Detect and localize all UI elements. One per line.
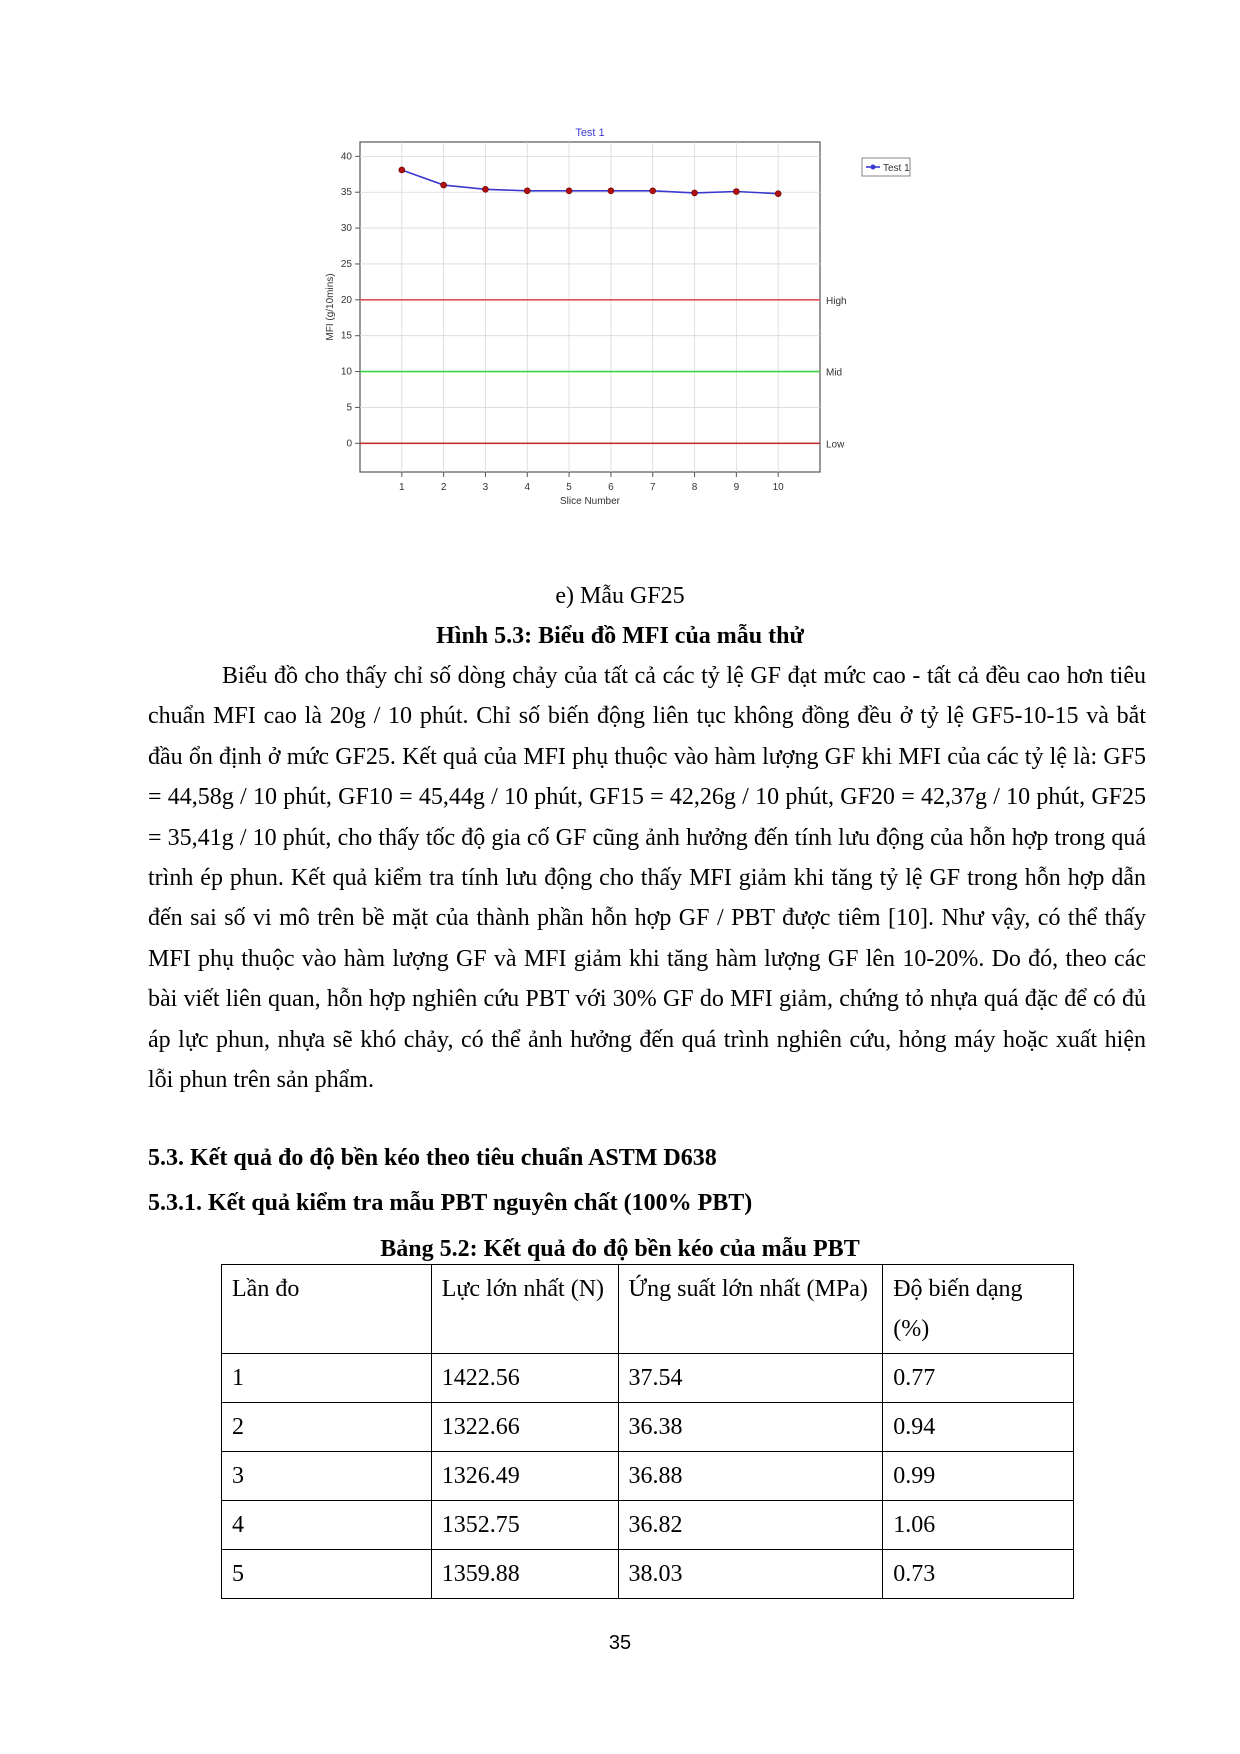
x-tick-label: 5 [566,482,572,493]
x-tick-label: 6 [608,482,614,493]
y-tick-label: 5 [346,402,352,414]
table-title: Bảng 5.2: Kết quả đo độ bền kéo của mẫu PBT [380,1236,860,1262]
y-tick-label: 30 [340,223,352,235]
x-tick-label: 1 [399,482,405,493]
mfi-line-chart-svg [320,122,980,562]
data-point [733,189,739,195]
table-cell: 38.03 [618,1550,883,1599]
table-cell: 1352.75 [431,1501,618,1550]
table-cell: 36.38 [618,1403,883,1452]
y-tick-label: 15 [340,330,352,342]
table-header-cell: Lần đo [222,1265,432,1354]
tensile-results-table [221,1264,1074,1599]
data-point [399,167,405,173]
mfi-chart [320,122,980,562]
y-tick-label: 35 [340,187,352,199]
table-cell: 3 [222,1452,432,1501]
data-point [608,188,614,194]
reference-line-label: High [826,295,847,307]
table-cell: 36.88 [618,1452,883,1501]
figure-sub-caption: e) Mẫu GF25 [555,583,685,609]
table-cell: 0.73 [883,1550,1074,1599]
table-cell: 1359.88 [431,1550,618,1599]
table-cell: 0.99 [883,1452,1074,1501]
x-axis-label: Slice Number [559,496,621,507]
data-point [524,188,530,194]
chart-title: Test 1 [575,127,605,139]
y-tick-label: 20 [340,294,352,306]
data-point [650,188,656,194]
table-row [222,1354,1074,1403]
legend-label: Test 1 [883,163,910,174]
y-tick-label: 0 [346,438,352,450]
data-point [692,190,698,196]
table-cell: 5 [222,1550,432,1599]
reference-line-label: Mid [826,367,843,379]
data-point [441,182,447,188]
y-tick-label: 40 [340,151,352,163]
legend-marker-swatch [871,165,876,170]
table-cell: 1.06 [883,1501,1074,1550]
data-point [775,191,781,197]
reference-line-label: Low [826,439,845,451]
x-tick-label: 7 [649,482,656,493]
y-tick-label: 25 [340,258,352,270]
table-cell: 0.94 [883,1403,1074,1452]
table-cell: 37.54 [618,1354,883,1403]
table-header-cell: Lực lớn nhất (N) [431,1265,618,1354]
table-cell: 1422.56 [431,1354,618,1403]
table-cell: 0.77 [883,1354,1074,1403]
table-cell: 1 [222,1354,432,1403]
table-cell: 4 [222,1501,432,1550]
table-row [222,1501,1074,1550]
table-cell: 1322.66 [431,1403,618,1452]
page-number: 35 [608,1632,632,1654]
x-tick-label: 10 [772,482,784,493]
body-paragraph: Biểu đồ cho thấy chỉ số dòng chảy của tất cả các tỷ lệ GF đạt mức cao - tất cả đều cao hơn tiêu chuẩn MFI cao là 20g / 10 phút. Chỉ số biến động liên tục không đồng đều ở tỷ lệ GF5-10-15 và bắt đầu ổn định ở mức GF25. Kết quả của MFI phụ thuộc vào hàm lượng GF khi MFI của các tỷ lệ là: GF5 = 44,58g / 10 phút, GF10 = 45,44g / 10 phút, GF15 = 42,26g / 10 phút, GF20 = 42,37g / 10 phút, GF25 = 35,41g / 10 phút, cho thấy tốc độ gia cố GF cũng ảnh hưởng đến tính lưu động của hỗn hợp trong quá trình ép phun. Kết quả kiểm tra tính lưu động cho thấy MFI giảm khi tăng tỷ lệ GF trong hỗn hợp dẫn đến sai số vi mô trên bề mặt của thành phần hỗn hợp GF / PBT được tiêm [10]. Như vậy, có thể thấy MFI phụ thuộc vào hàm lượng GF và MFI giảm khi tăng hàm lượng GF lên 10-20%. Do đó, theo các bài viết liên quan, hỗn hợp nghiên cứu PBT với 30% GF do MFI giảm, chứng tỏ nhựa quá đặc để có đủ áp lực phun, nhựa sẽ khó chảy, có thể ảnh hưởng đến quá trình nghiên cứu, hỏng máy hoặc xuất hiện lỗi phun trên sản phẩm. [148,663,1146,1094]
x-tick-label: 3 [482,482,489,493]
table-header-row [222,1265,1074,1354]
x-tick-label: 2 [440,482,447,493]
table-cell: 36.82 [618,1501,883,1550]
x-tick-label: 4 [524,482,531,493]
table-header-cell: Ứng suất lớn nhất (MPa) [618,1265,883,1354]
data-point [566,188,572,194]
table-row [222,1452,1074,1501]
table-row [222,1403,1074,1452]
table-cell: 2 [222,1403,432,1452]
table-row [222,1550,1074,1599]
x-tick-label: 8 [691,482,698,493]
y-axis-label: MFI (g/10mins) [325,273,336,341]
table-cell: 1326.49 [431,1452,618,1501]
table-header-cell: Độ biến dạng (%) [883,1265,1074,1354]
figure-title: Hình 5.3: Biểu đồ MFI của mẫu thử [436,623,804,649]
section-heading: 5.3. Kết quả đo độ bền kéo theo tiêu chuẩn ASTM D638 [148,1145,717,1171]
y-tick-label: 10 [340,366,352,378]
data-point [482,186,488,192]
x-tick-label: 9 [733,482,740,493]
subsection-heading: 5.3.1. Kết quả kiểm tra mẫu PBT nguyên chất (100% PBT) [148,1190,753,1216]
